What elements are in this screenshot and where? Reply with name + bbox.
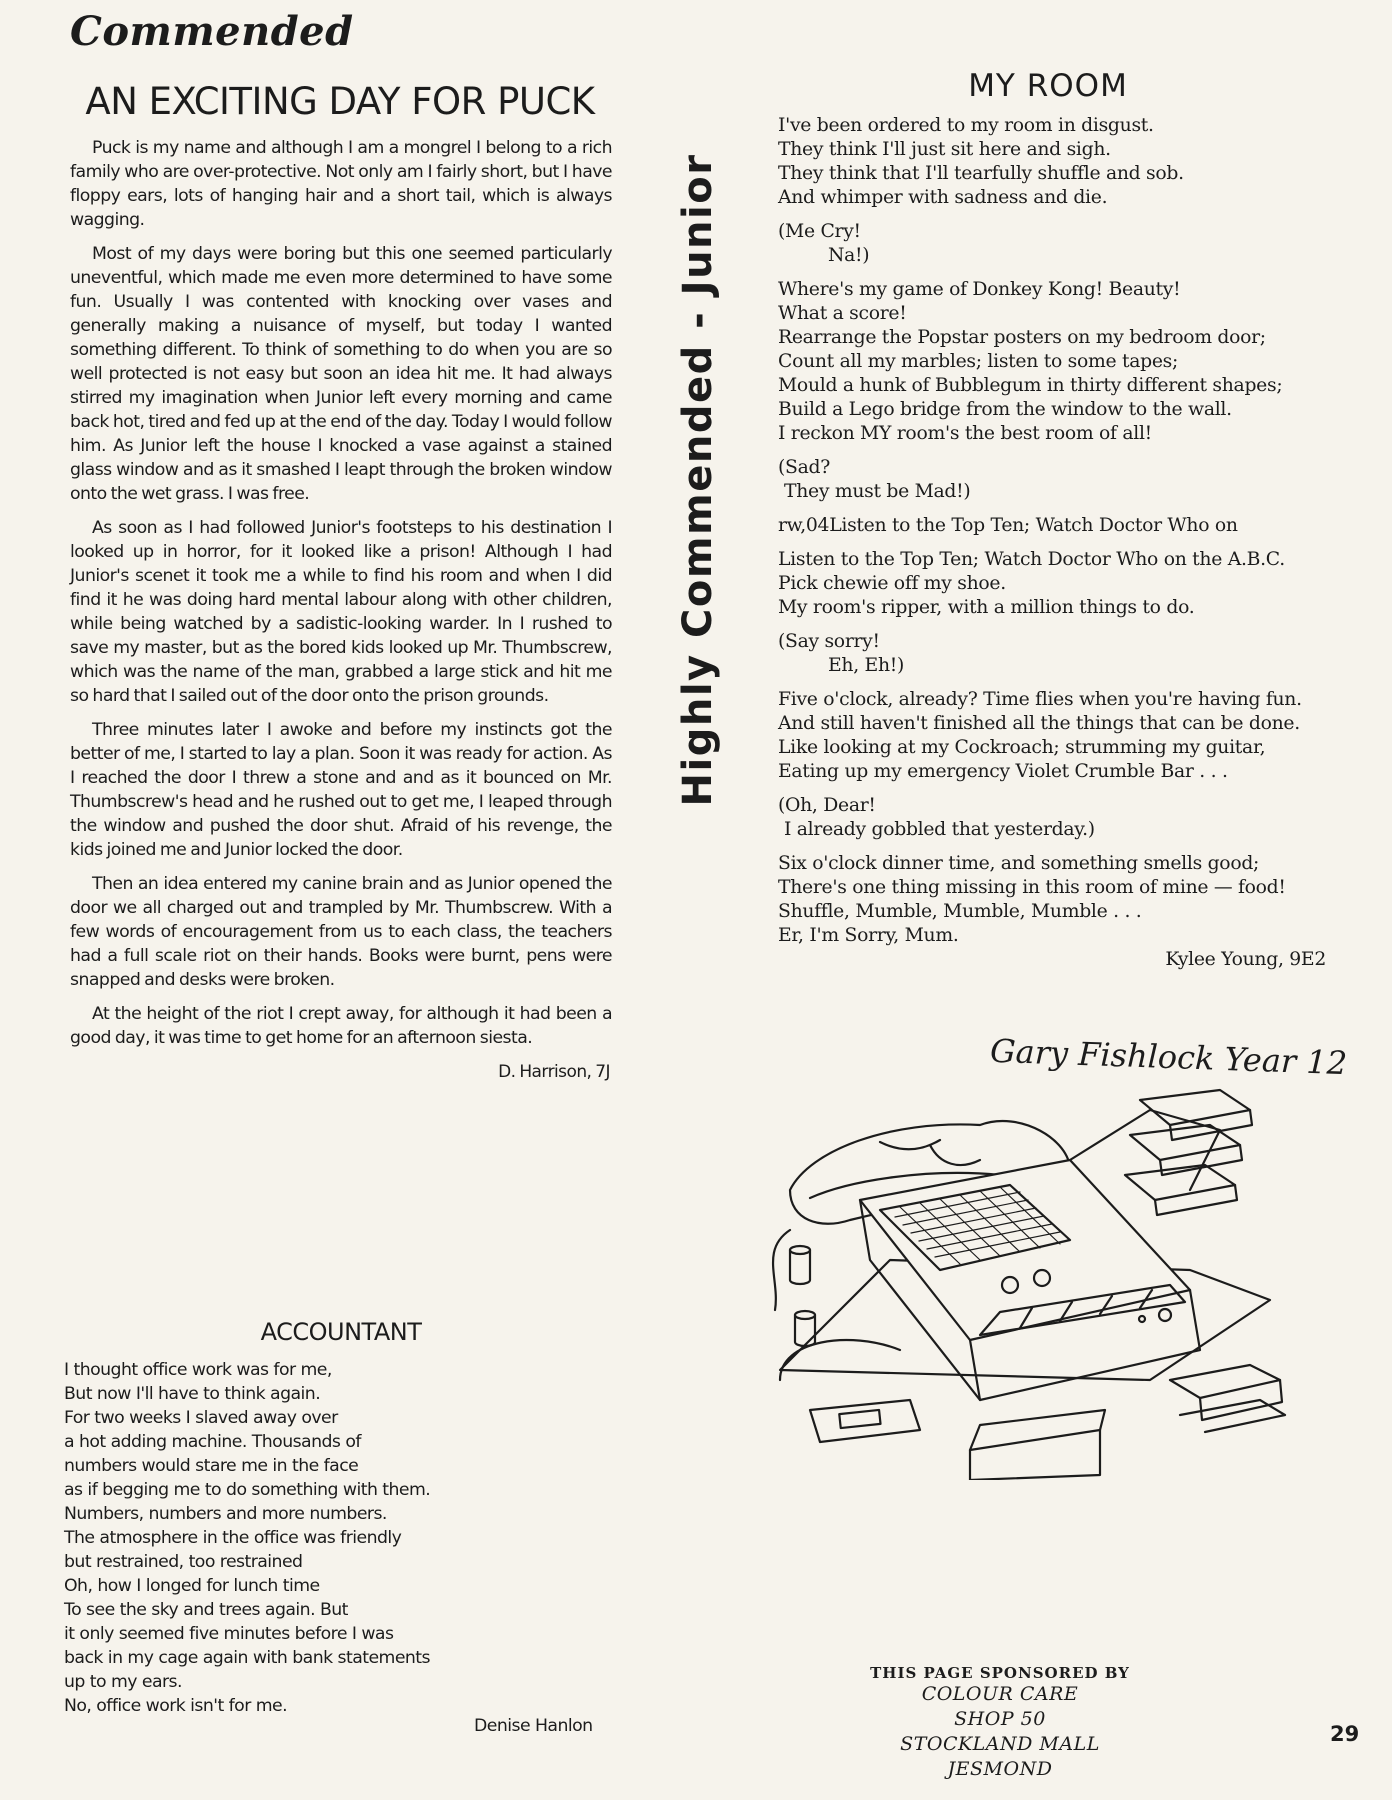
my-room-byline: Kylee Young, 9E2 xyxy=(1165,949,1326,970)
my-room-line: Pick chewie off my shoe. xyxy=(778,573,1006,594)
accountant-line: To see the sky and trees again. But xyxy=(64,1600,348,1620)
sponsor-line: JESMOND xyxy=(947,1758,1053,1780)
sponsor-block xyxy=(860,1664,1140,1782)
my-room-stanza xyxy=(778,794,1326,842)
my-room-line: rw,04Listen to the Top Ten; Watch Doctor Who on xyxy=(778,515,1238,536)
story-title: AN EXCITING DAY FOR PUCK xyxy=(85,80,595,123)
accountant-line: numbers would stare me in the face xyxy=(64,1456,359,1476)
accountant-line: For two weeks I slaved away over xyxy=(64,1408,338,1428)
my-room-line: (Sad? xyxy=(778,457,830,478)
story-body xyxy=(70,136,612,1084)
my-room-line: There's one thing missing in this room of mine — food! xyxy=(778,877,1286,898)
accountant-line: back in my cage again with bank statements xyxy=(64,1648,430,1668)
accountant-line: but restrained, too restrained xyxy=(64,1552,303,1572)
my-room-line: Na!) xyxy=(828,245,870,266)
my-room-line: Six o'clock dinner time, and something smells good; xyxy=(778,853,1260,874)
my-room-line: Like looking at my Cockroach; strumming my guitar, xyxy=(778,737,1266,758)
accountant-line: Numbers, numbers and more numbers. xyxy=(64,1504,387,1524)
my-room-line: Eating up my emergency Violet Crumble Bar . . . xyxy=(778,761,1228,782)
highly-commended-label: Highly Commended - Junior xyxy=(675,153,721,807)
my-room-line: Eh, Eh!) xyxy=(828,655,905,676)
my-room-line: (Say sorry! xyxy=(778,631,880,652)
my-room-line: My room's ripper, with a million things to do. xyxy=(778,597,1195,618)
my-room-line: (Oh, Dear! xyxy=(778,795,876,816)
story-paragraph: As soon as I had followed Junior's footsteps to his destination I looked up in horror, for it looked like a prison! Although I had Junior's scenet it took me a while to find his room and when I did find it he was doing hard mental labour along with other children, while being watched by a sadistic-looking warder. In I rushed to save my master, but as the bored kids looked up Mr. Thumbscrew, which was the name of the man, grabbed a large stick and hit me so hard that I sailed out of the door onto the prison grounds. xyxy=(70,518,612,706)
my-room-line: I've been ordered to my room in disgust. xyxy=(778,115,1154,136)
accountant-byline: Denise Hanlon xyxy=(474,1716,593,1736)
my-room-line: And still haven't finished all the things that can be done. xyxy=(778,713,1300,734)
my-room-line: I already gobbled that yesterday.) xyxy=(784,819,1095,840)
sponsor-heading: THIS PAGE SPONSORED BY xyxy=(870,1664,1130,1682)
story-byline: D. Harrison, 7J xyxy=(498,1062,610,1082)
my-room-line: What a score! xyxy=(778,303,907,324)
story-paragraph: Three minutes later I awoke and before my instincts got the better of me, I started to lay a plan. Soon it was ready for action. As I reached the door I threw a stone and and as it bounced on Mr. Thumbscrew's head and he rushed out to get me, I leaped through the window and pushed the door shut. Afraid of his revenge, the kids joined me and Junior locked the door. xyxy=(70,720,612,860)
accountant-line: I thought office work was for me, xyxy=(64,1360,332,1380)
my-room-stanza xyxy=(778,630,1326,678)
my-room-stanza xyxy=(778,278,1326,446)
my-room-title: MY ROOM xyxy=(968,68,1128,104)
accountant-line: But now I'll have to think again. xyxy=(64,1384,321,1404)
my-room-stanza xyxy=(778,456,1326,504)
my-room-line: They think that I'll tearfully shuffle and sob. xyxy=(778,163,1184,184)
accountant-line: up to my ears. xyxy=(64,1672,182,1692)
illustration-caption: Gary Fishlock Year 12 xyxy=(989,1031,1348,1083)
my-room-stanza xyxy=(778,514,1326,538)
my-room-line: And whimper with sadness and die. xyxy=(778,187,1108,208)
my-room-line: They must be Mad!) xyxy=(784,481,971,502)
my-room-stanza xyxy=(778,852,1326,972)
accountant-line: Oh, how I longed for lunch time xyxy=(64,1576,320,1596)
section-label: Commended xyxy=(70,8,354,55)
sponsor-line: SHOP 50 xyxy=(954,1708,1046,1730)
accountant-line: a hot adding machine. Thousands of xyxy=(64,1432,361,1452)
my-room-line: (Me Cry! xyxy=(778,221,861,242)
sponsor-line: STOCKLAND MALL xyxy=(900,1733,1100,1755)
my-room-line: Shuffle, Mumble, Mumble, Mumble . . . xyxy=(778,901,1142,922)
my-room-line: Rearrange the Popstar posters on my bedroom door; xyxy=(778,327,1266,348)
accountant-line: as if begging me to do something with them. xyxy=(64,1480,431,1500)
story-paragraph: Puck is my name and although I am a mongrel I belong to a rich family who are over-protective. Not only am I fairly short, but I have floppy ears, lots of hanging hair and a short tail, which is always wagging. xyxy=(70,138,612,230)
story-paragraph: Most of my days were boring but this one seemed particularly uneventful, which made me even more determined to have some fun. Usually I was contented with knocking over vases and generally making a nuisance of myself, but today I wanted something different. To think of something to do when you are so well protected is not easy but soon an idea hit me. It had always stirred my imagination when Junior left every morning and came back hot, tired and fed up at the end of the day. Today I would follow him. As Junior left the house I knocked a vase against a stained glass window and as it smashed I leapt through the broken window onto the wet grass. I was free. xyxy=(70,244,612,504)
my-room-line: Build a Lego bridge from the window to the wall. xyxy=(778,399,1232,420)
my-room-stanza xyxy=(778,548,1326,620)
accountant-line: No, office work isn't for me. xyxy=(64,1696,288,1716)
accountant-poem xyxy=(64,1358,624,1736)
my-room-line: Er, I'm Sorry, Mum. xyxy=(778,925,959,946)
my-room-line: Five o'clock, already? Time flies when you're having fun. xyxy=(778,689,1302,710)
page-number: 29 xyxy=(1330,1722,1360,1746)
my-room-line: They think I'll just sit here and sigh. xyxy=(778,139,1111,160)
accountant-line: The atmosphere in the office was friendly xyxy=(64,1528,402,1548)
my-room-line: Listen to the Top Ten; Watch Doctor Who on the A.B.C. xyxy=(778,549,1285,570)
my-room-stanza xyxy=(778,688,1326,784)
cassette-player-illustration xyxy=(770,1080,1330,1480)
my-room-line: Count all my marbles; listen to some tapes; xyxy=(778,351,1179,372)
my-room-stanza xyxy=(778,114,1326,210)
my-room-line: Where's my game of Donkey Kong! Beauty! xyxy=(778,279,1181,300)
accountant-title: ACCOUNTANT xyxy=(260,1318,422,1346)
my-room-stanza xyxy=(778,220,1326,268)
story-paragraph: At the height of the riot I crept away, for although it had been a good day, it was time to get home for an afternoon siesta. xyxy=(70,1004,612,1048)
my-room-poem xyxy=(778,114,1326,982)
my-room-line: Mould a hunk of Bubblegum in thirty different shapes; xyxy=(778,375,1283,396)
sponsor-line: COLOUR CARE xyxy=(921,1683,1079,1705)
accountant-line: it only seemed five minutes before I was xyxy=(64,1624,394,1644)
story-paragraph: Then an idea entered my canine brain and as Junior opened the door we all charged out and trampled by Mr. Thumbscrew. With a few words of encouragement from us to each class, the teachers had a full scale riot on their hands. Books were burnt, pens were snapped and desks were broken. xyxy=(70,874,612,990)
my-room-line: I reckon MY room's the best room of all! xyxy=(778,423,1152,444)
